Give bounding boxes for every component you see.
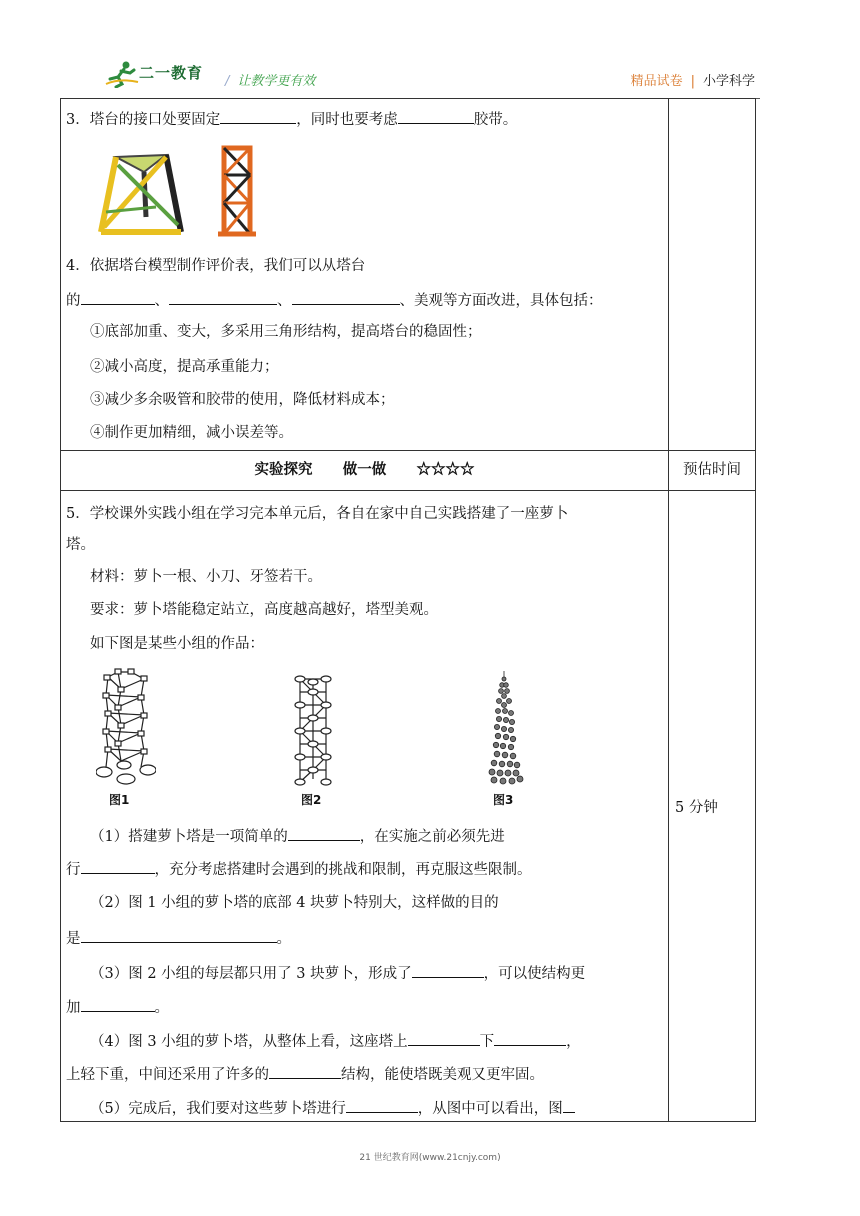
figure-3-caption: 图3	[493, 793, 514, 807]
q5-sub4-text: 结构，能使塔既美观又更牢固。	[341, 1067, 544, 1083]
q4-separator: 、	[277, 293, 292, 309]
estimated-time-value: 5 分钟	[675, 800, 718, 816]
answer-blank[interactable]	[412, 963, 484, 978]
worksheet-table	[60, 98, 756, 1122]
radish-tower-figure-2	[294, 674, 332, 789]
q5-sub3-line2	[66, 997, 169, 1017]
q5-sub3-line1	[90, 963, 585, 983]
q5-sub1-text: （1）搭建萝卜塔是一项简单的	[90, 829, 288, 845]
q5-sub5-text: ，从图中可以看出，图	[417, 1101, 563, 1117]
q5-sub2-text: 是	[66, 931, 81, 947]
page-footer: 21 世纪教育网(www.21cnjy.com)	[359, 1153, 501, 1163]
q5-requirements: 要求：萝卜塔能稳定站立，高度越高越好，塔型美观。	[90, 602, 438, 618]
q4-separator: 、	[154, 293, 169, 309]
figure-1-caption: 图1	[109, 793, 130, 807]
q5-figure-intro: 如下图是某些小组的作品：	[90, 636, 264, 652]
q5-sub1-text: 行	[66, 862, 81, 878]
q5-sub3-text: （3）图 2 小组的每层都只用了 3 块萝卜，形成了	[90, 966, 412, 982]
logo	[104, 60, 244, 90]
radish-tower-figure-1	[96, 667, 156, 787]
q5-sub4-text: ，	[566, 1034, 581, 1050]
answer-blank[interactable]	[220, 109, 296, 124]
answer-blank[interactable]	[81, 290, 155, 305]
q5-sub4-text: 上轻下重，中间还采用了许多的	[66, 1067, 269, 1083]
row-divider-bottom	[61, 490, 755, 491]
column-divider	[668, 99, 669, 1121]
answer-blank[interactable]	[408, 1031, 480, 1046]
logo-text: 二一教育	[139, 64, 204, 82]
header-divider: |	[690, 74, 695, 89]
question-4-line-1: 4．依据塔台模型制作评价表，我们可以从塔台	[66, 258, 366, 274]
q5-sub4-text: （4）图 3 小组的萝卜塔，从整体上看，这座塔上	[90, 1034, 408, 1050]
header-label-subject: 小学科学	[702, 74, 755, 89]
estimated-time-header: 预估时间	[683, 462, 741, 478]
answer-blank[interactable]	[81, 928, 277, 943]
answer-blank[interactable]	[398, 109, 474, 124]
q5-materials: 材料：萝卜一根、小刀、牙签若干。	[90, 569, 322, 585]
q5-sub4-text: 下	[479, 1034, 495, 1050]
question-4-line-2	[66, 290, 603, 310]
q5-sub2-line1: （2）图 1 小组的萝卜塔的底部 4 块萝卜特别大，这样做的目的	[90, 895, 499, 911]
slogan	[225, 70, 315, 89]
straw-tower-image-1	[96, 147, 186, 237]
row-divider-top	[61, 450, 755, 451]
q5-sub1-line2	[66, 859, 532, 879]
straw-tower-image-2	[216, 145, 258, 237]
q4-item-1: ①底部加重、变大，多采用三角形结构，提高塔台的稳固性；	[90, 324, 482, 340]
answer-blank[interactable]	[346, 1098, 418, 1113]
q5-sub5-text: （5）完成后，我们要对这些萝卜塔进行	[90, 1101, 346, 1117]
q4-item-2: ②减小高度，提高承重能力；	[90, 359, 279, 375]
figure-2-caption: 图2	[301, 793, 322, 807]
q4-text-de: 的	[66, 293, 81, 309]
q5-sub2-text: 。	[276, 931, 291, 947]
answer-blank[interactable]	[292, 290, 400, 305]
answer-blank[interactable]	[81, 997, 155, 1012]
radish-tower-figure-3	[484, 669, 528, 789]
q5-sub1-line1	[90, 826, 505, 846]
slogan-text: 让教学更有效	[237, 74, 316, 89]
answer-blank[interactable]	[81, 859, 155, 874]
q3-text-3: 胶带。	[473, 112, 518, 128]
q5-sub1-text: ，在实施之前必须先进	[359, 829, 505, 845]
header-category	[631, 70, 755, 89]
answer-blank[interactable]	[563, 1098, 575, 1113]
section-title: 实验探究 做一做 ☆☆☆☆	[254, 461, 475, 478]
page-header	[60, 58, 760, 98]
q5-sub3-text: 。	[154, 1000, 169, 1016]
q3-text-2: ，同时也要考虑	[296, 112, 398, 128]
q5-intro-2: 塔。	[66, 537, 95, 553]
q4-text-end: 、美观等方面改进，具体包括：	[399, 293, 603, 309]
q5-sub4-line2	[66, 1064, 544, 1084]
question-3	[66, 109, 517, 129]
runner-logo-icon	[104, 60, 140, 88]
q5-sub3-text: 加	[66, 1000, 81, 1016]
answer-blank[interactable]	[169, 290, 277, 305]
q5-sub4-line1	[90, 1031, 581, 1051]
q5-sub1-text: ，充分考虑搭建时会遇到的挑战和限制，再克服这些限制。	[154, 862, 532, 878]
slogan-separator: /	[225, 74, 230, 89]
q5-intro-1: 5．学校课外实践小组在学习完本单元后，各自在家中自己实践搭建了一座萝卜	[66, 506, 569, 522]
q3-text-1: 3．塔台的接口处要固定	[66, 112, 221, 128]
header-label-premium: 精品试卷	[630, 74, 683, 89]
q4-item-3: ③减少多余吸管和胶带的使用，降低材料成本；	[90, 392, 395, 408]
q5-sub3-text: ，可以使结构更	[483, 966, 586, 982]
q5-sub2-line2	[66, 928, 291, 948]
answer-blank[interactable]	[494, 1031, 566, 1046]
q5-sub5-line1	[90, 1098, 575, 1118]
answer-blank[interactable]	[269, 1064, 341, 1079]
q4-item-4: ④制作更加精细，减小误差等。	[90, 425, 293, 441]
answer-blank[interactable]	[288, 826, 360, 841]
